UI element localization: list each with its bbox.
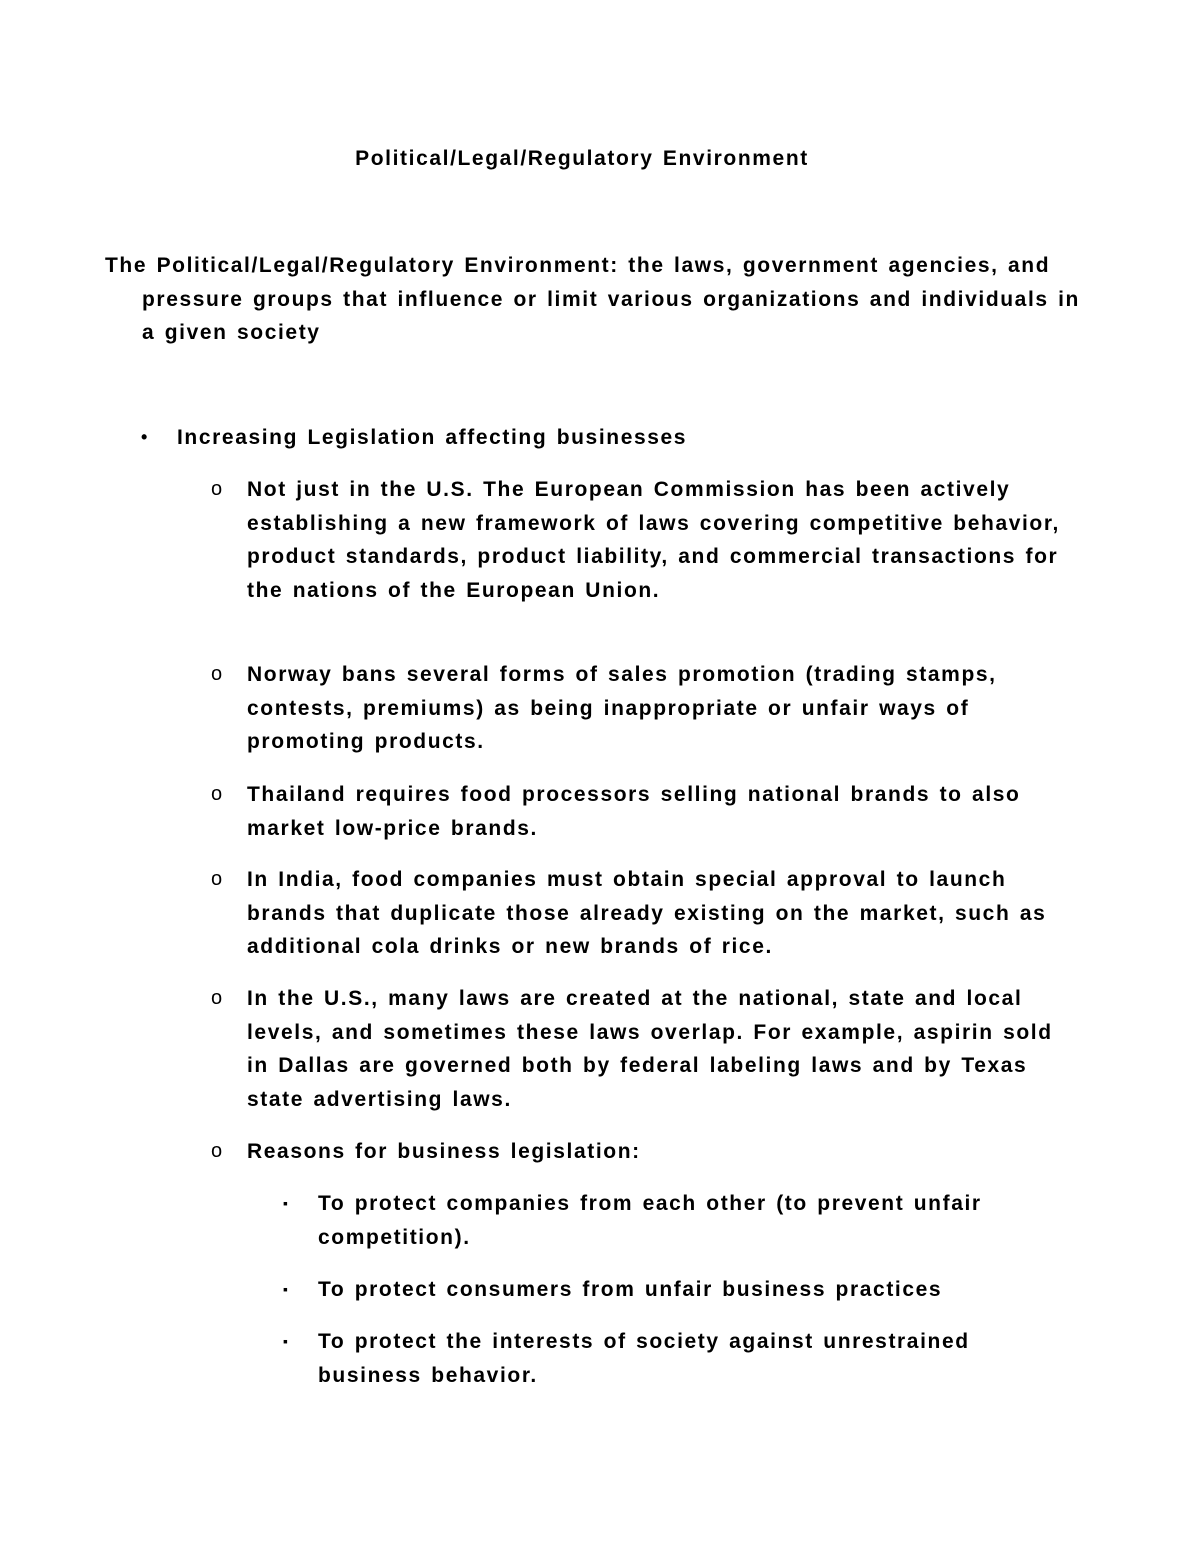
sub-item-marker: o bbox=[211, 868, 224, 890]
sub-item-marker: o bbox=[211, 478, 224, 500]
sub-item-marker: o bbox=[211, 987, 224, 1009]
page-title: Political/Legal/Regulatory Environment bbox=[355, 147, 809, 170]
sub-item-text: Thailand requires food processors selling national brands to also market low-price brands. bbox=[247, 783, 1021, 840]
reason-marker: ▪ bbox=[283, 1333, 290, 1349]
sub-item-text: In the U.S., many laws are created at the national, state and local levels, and sometimes these laws overlap. For example, aspirin sold in Dallas are governed both by federal labeling laws and by Texas state advertising laws. bbox=[247, 987, 1053, 1111]
reason-text: To protect consumers from unfair business practices bbox=[318, 1278, 943, 1301]
sub-item-text: In India, food companies must obtain special approval to launch brands that duplicate those already existing on the market, such as additional cola drinks or new brands of rice. bbox=[247, 868, 1047, 958]
reason-text: To protect the interests of society against unrestrained business behavior. bbox=[318, 1330, 970, 1387]
sub-item-marker: o bbox=[211, 783, 224, 805]
bullet-marker: • bbox=[141, 427, 149, 447]
definition-paragraph: The Political/Legal/Regulatory Environment: the laws, government agencies, and pressure groups that influence or limit various organizations and individuals in a given society bbox=[105, 254, 1080, 344]
reason-marker: ▪ bbox=[283, 1195, 290, 1211]
reason-marker: ▪ bbox=[283, 1281, 290, 1297]
bullet-text: Increasing Legislation affecting businesses bbox=[177, 426, 688, 449]
sub-item-text: Norway bans several forms of sales promotion (trading stamps, contests, premiums) as being inappropriate or unfair ways of promoting products. bbox=[247, 663, 997, 753]
sub-item-marker: o bbox=[211, 663, 224, 685]
sub-item-text: Reasons for business legislation: bbox=[247, 1140, 641, 1163]
sub-item-text: Not just in the U.S. The European Commission has been actively establishing a new framework of laws covering competitive behavior, product standards, product liability, and commercial transactions for the nations of the European Union. bbox=[247, 478, 1060, 602]
sub-item-marker: o bbox=[211, 1140, 224, 1162]
reason-text: To protect companies from each other (to prevent unfair competition). bbox=[318, 1192, 982, 1249]
